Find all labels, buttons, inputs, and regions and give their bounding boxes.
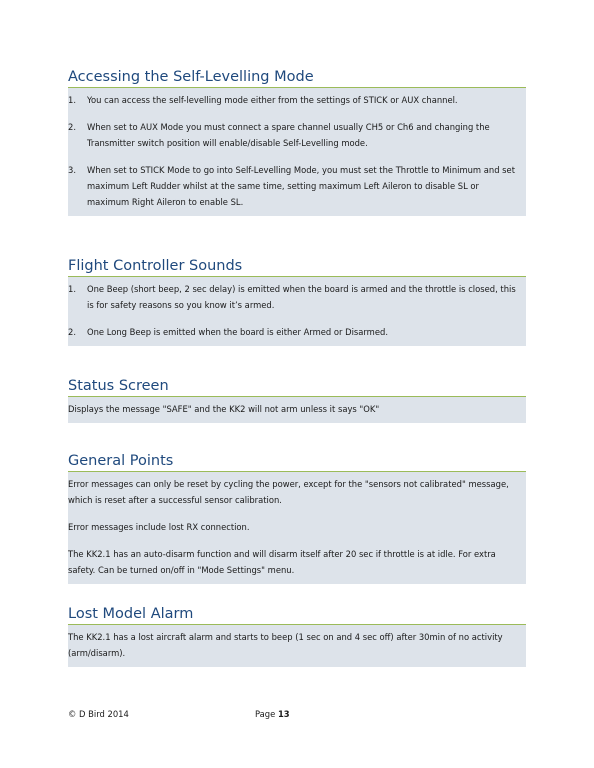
page-number-label [255, 709, 290, 719]
section-status-screen [68, 377, 526, 423]
paragraph: The KK2.1 has an auto-disarm function and will disarm itself after 20 sec if throttle is at idle. For extra safety. Can be turned on/off in "Mode Settings" menu. [68, 549, 496, 575]
section-body [68, 625, 526, 667]
paragraph: Error messages can only be reset by cycling the power, except for the "sensors not calibrated" message, which is reset after a successful sensor calibration. [68, 479, 509, 505]
list-item-text: One Beep (short beep, 2 sec delay) is emitted when the board is armed and the throttle is closed, this is for safety reasons so you know it’s armed. [87, 284, 516, 310]
list-item [68, 324, 526, 340]
list-item-text: When set to STICK Mode to go into Self-Levelling Mode, you must set the Throttle to Minimum and set maximum Left Rudder whilst at the same time, setting maximum Left Aileron to disable SL or maximum Right Aileron to enable SL. [87, 165, 515, 207]
section-flight-controller-sounds [68, 257, 526, 346]
section-heading: General Points [68, 452, 526, 472]
section-heading: Status Screen [68, 377, 526, 397]
numbered-list [68, 281, 526, 340]
section-lost-model-alarm [68, 605, 526, 667]
list-item-number: 1. [68, 95, 76, 105]
list-item [68, 119, 526, 151]
list-item [68, 92, 526, 108]
list-item [68, 281, 526, 313]
section-body [68, 277, 526, 346]
list-item-text: One Long Beep is emitted when the board is either Armed or Disarmed. [87, 327, 388, 337]
section-body [68, 472, 526, 584]
paragraph: The KK2.1 has a lost aircraft alarm and starts to beep (1 sec on and 4 sec off) after 30min of no activity (arm/disarm). [68, 632, 503, 658]
list-item-number: 2. [68, 327, 76, 337]
paragraph: Error messages include lost RX connection. [68, 522, 250, 532]
paragraph: Displays the message "SAFE" and the KK2 will not arm unless it says "OK" [68, 404, 380, 414]
page-number: 13 [277, 709, 290, 719]
section-body [68, 397, 526, 423]
numbered-list [68, 92, 526, 210]
copyright-text: © D Bird 2014 [68, 709, 129, 719]
section-heading: Flight Controller Sounds [68, 257, 526, 277]
list-item [68, 162, 526, 210]
list-item-number: 2. [68, 122, 76, 132]
section-general-points [68, 452, 526, 584]
list-item-number: 3. [68, 165, 76, 175]
section-self-levelling [68, 68, 526, 216]
list-item-number: 1. [68, 284, 76, 294]
section-heading: Accessing the Self-Levelling Mode [68, 68, 526, 88]
list-item-text: When set to AUX Mode you must connect a spare channel usually CH5 or Ch6 and changing the Transmitter switch position will enable/disable Self-Levelling mode. [87, 122, 490, 148]
section-heading: Lost Model Alarm [68, 605, 526, 625]
section-body [68, 88, 526, 216]
list-item-text: You can access the self-levelling mode either from the settings of STICK or AUX channel. [87, 95, 458, 105]
page-label: Page [255, 709, 276, 719]
